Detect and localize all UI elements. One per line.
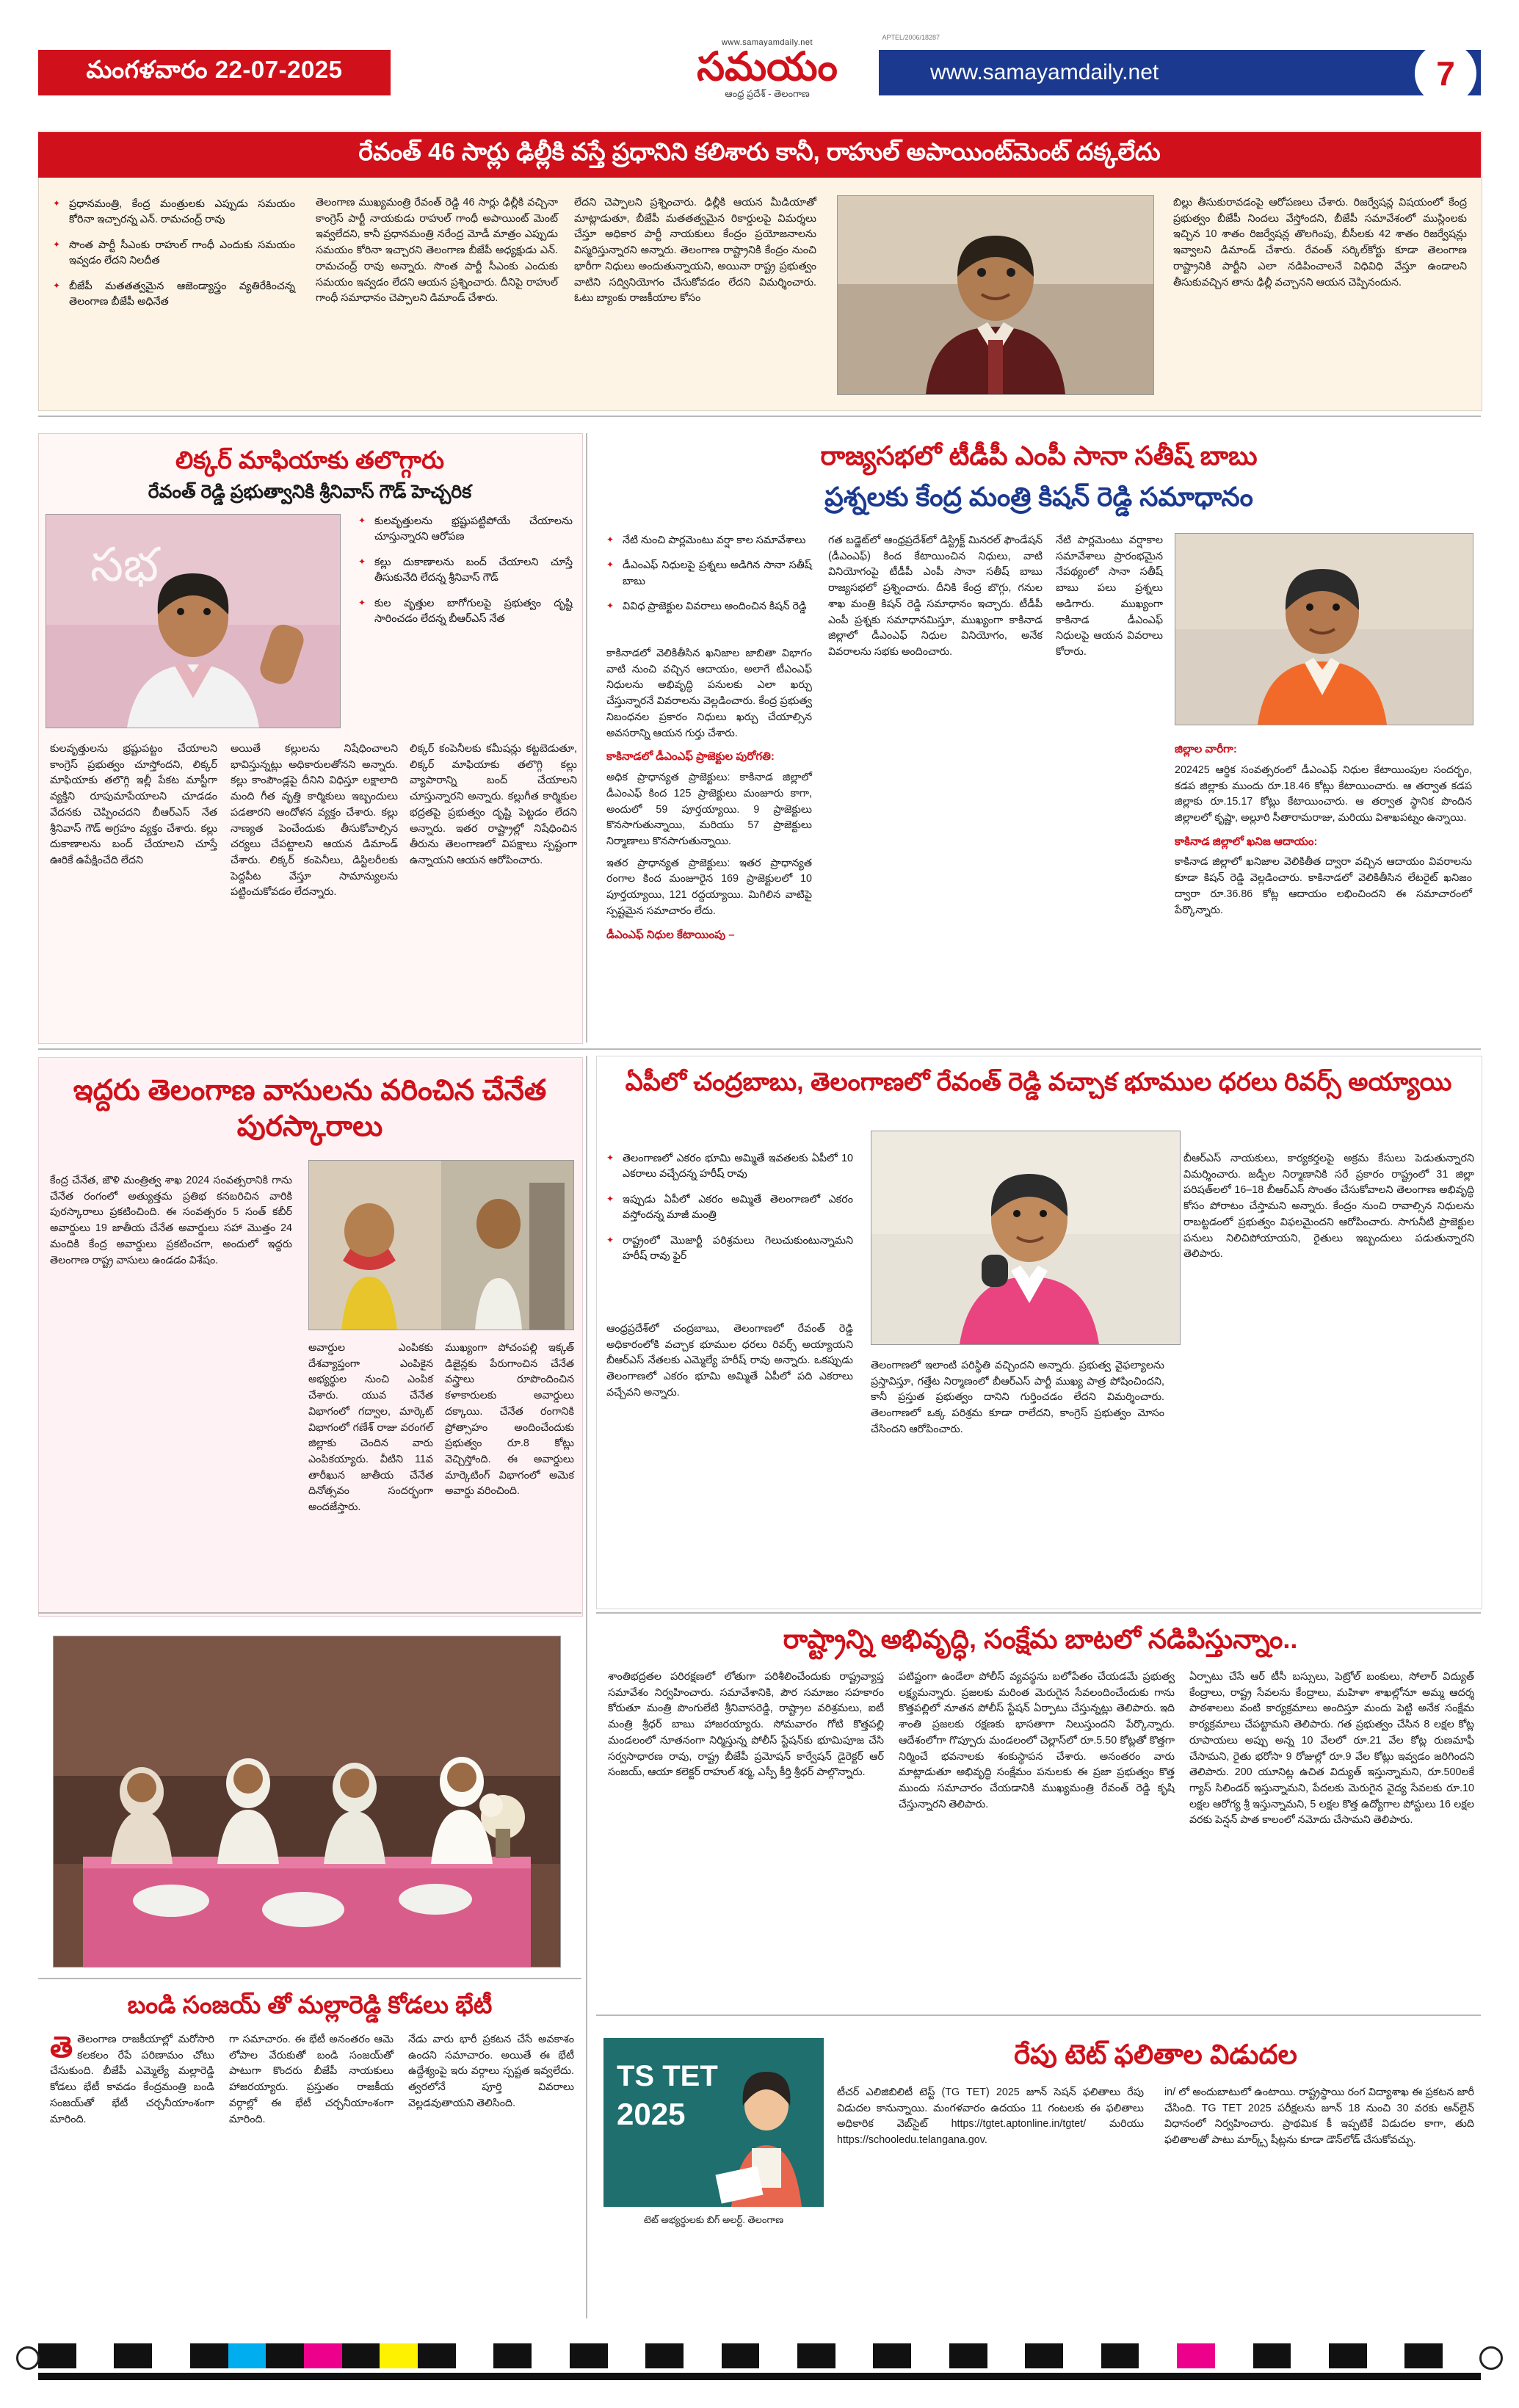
logo-subtitle: ఆంధ్ర ప్రదేశ్ - తెలంగాణ — [725, 88, 810, 99]
divider — [38, 1612, 581, 1614]
divider — [586, 1056, 587, 2318]
liquor-bullet: ✦ కల్లు దుకాణాలను బంద్ చేయాలని చూస్తే తీసుకునేది లేదన్న శ్రీనివాస్ గౌడ్ — [358, 555, 573, 587]
awards-column-1: కేంద్ర చేనేత, జౌళి మంత్రిత్వ శాఖ 2024 సంవత్సరానికి గాను చేనేత రంగంలో అత్యుత్తమ ప్రతిభ కనబరిచిన వారికి పురస్కారాలు ప్రకటించింది. ఈ సంవత్సరం 5 సంత్ కబీర్ అవార్డులు 19 జాతీయ చేనేత అవార్డులు సహా మొత్తం 24 మందికి కేంద్ర అవార్డులు ప్రకటించగా, అందులో ఇద్దరు తెలంగాణ రాష్ట్ర వాసులు ఉండడం విశేషం. — [50, 1175, 292, 1266]
bandisanjay-column-2: గా సమాచారం. ఈ భేటీ అనంతరం ఆమె లోపాల వేరుకుతో బండి సంజయ్‌తో పాటుగా కొందరు బీజేపీ నాయకులు హాజరయ్యారు. ప్రస్తుతం రాజకీయ వర్గాల్లో ఈ భేటీ చర్చనీయాంశంగా మారింది. — [229, 2034, 394, 2125]
lead-column-2: లేదని చెప్పాలని ప్రశ్నించారు. ఢిల్లీకి ఆయన మీడియాతో మాట్లాడుతూ, బీజేపీ మతతత్వమైన రికార్డులపై విమర్శలు చేస్తూ అధికార పార్టీ నాయకులు కేంద్రం ప్రయోజనాలను విస్మరిస్తున్నారని అన్నారు. తెలంగాణ రాష్ట్రానికి కేంద్రం నుంచి భారీగా నిధులు అందుతున్నాయని, అయినా రాష్ట్ర ప్రభుత్వం వాటిని సద్వినియోగం చేసుకోవడం లేదని విమర్శించారు. ఓటు బ్యాంకు రాజకీయాల కోసం — [574, 197, 816, 305]
masthead-logo — [646, 34, 940, 102]
tet-card-line1: TS TET — [617, 2060, 718, 2092]
divider — [38, 1048, 1481, 1050]
print-black-strip — [38, 2373, 1481, 2380]
liquor-bullet: ✦ కులవృత్తులను భ్రష్టుపట్టిపోయే చేయాలను చూస్తున్నారని ఆరోపణ — [358, 514, 573, 545]
land-bullet: ✦ రాష్ట్రంలో మొజార్టీ పరిశ్రమలు గెలుచుకుంటున్నామని హరీష్ రావు ఫైర్ — [606, 1233, 853, 1265]
lead-column-1: తెలంగాణ ముఖ్యమంత్రి రేవంత్ రెడ్డి 46 సార్లు ఢిల్లీకి వచ్చినా కాంగ్రెస్ పార్టీ నాయకుడు రాహుల్ గాంధీ అపాయింట్ మెంట్ ఇవ్వలేదని, కానీ ప్రధానమంత్రి నరేంద్ర మోడీ మాత్రం ఎప్పుడు సమయం కోరినా ఇచ్చారని తెలంగాణ బీజేపీ అధ్యక్షుడు ఎన్. రామచంద్ర్ రావు అన్నారు. సొంత పార్టీ సీఎంకు ఎందుకు సమయం ఇవ్వడం లేదని ఆయన ప్రశ్నించారు. దీనిపై రాహుల్ గాంధీ సమాధానం చెప్పాలని డిమాండ్ చేశారు. — [316, 197, 558, 305]
liquor-photo — [46, 514, 341, 728]
divider — [596, 1612, 1481, 1614]
dining-event-photo-image — [54, 1636, 560, 1967]
rajyasabha-subheadline: ప్రశ్నలకు కేంద్ర మంత్రి కిషన్ రెడ్డి సమాధానం — [824, 482, 1253, 512]
weavers-photo-image — [309, 1161, 573, 1330]
teacher-illustration-icon — [709, 2060, 819, 2207]
rajyasabha-text-1: గత బడ్జెట్‌లో ఆంధ్రప్రదేశ్‌లో డిస్ట్రిక్ట్ మినరల్ ఫౌండేషన్ (డీఎంఎఫ్) కింద కేటాయించిన నిధులు, వాటి వినియోగంపై టీడీపీ ఎంపీ సానా సతీష్ బాబు రాజ్యసభలో ప్రశ్నించారు. దీనికి కేంద్ర బొగ్గు, గనుల శాఖ మంత్రి కిషన్ రెడ్డి సమాధానం ఇచ్చారు. టీడీపీ ఎంపీ ప్రశ్నకు సమాధానమిస్తూ, ముఖ్యంగా కాకినాడ జిల్లాలో డీఎంఎఫ్ నిధుల వినియోగం, అనేక వివరాలను సభకు అందించారు. — [828, 534, 1043, 659]
liquor-column-3: లిక్కర్ కంపెనీలకు కమీషన్లు కట్టబెడుతూ, లిక్కర్ మాఫియాకు తలొగ్గి కల్లు వ్యాపారాన్ని బంద్ చేయాలని చూస్తున్నారని అన్నారు. కల్లుగీత కార్మికుల భద్రతపై ప్రభుత్వం దృష్టి పెట్టడం లేదని అన్నారు. ఇతర రాష్ట్రాల్లో నిషేధించిన తీరును తెలంగాణలో విపక్షాలు స్పష్టంగా ఉన్నాయని ఆయన ఆరోపించారు. — [410, 743, 577, 867]
lead-photo — [837, 195, 1154, 395]
lead-bullet-list — [53, 197, 295, 320]
tet-caption: టెట్ అభ్యర్థులకు బిగ్ అలర్ట్. తెలంగాణ — [643, 2214, 784, 2225]
masthead-website[interactable]: www.samayamdaily.net — [879, 50, 1481, 95]
awards-headline: ఇద్దరు తెలంగాణ వాసులను వరించిన చేనేత పురస్కారాలు — [73, 1075, 547, 1142]
rajyasabha-sub-item: ఇతర ప్రాధాన్యత ప్రాజెక్టులు: ఇతర ప్రాధాన్యత రంగాల కింద మంజూరైన 169 ప్రాజెక్టులలో 10 పూర్తయ్యాయి, 121 రద్దయ్యాయి. మిగిలిన వాటిపై స్పష్టమైన సమాచారం లేదు. — [606, 857, 812, 917]
land-photo — [871, 1131, 1181, 1345]
registration-mark — [1479, 2346, 1503, 2370]
liquor-column-2: అయితే కల్లులను నిషేధించాలని భావిస్తున్నట్లు అధికారులతోనని అన్నారు. కల్లు కాంపౌండ్లపై దీనిని విధిస్తూ లక్షాలాది మంది గీత వృత్తి కార్మికులు ఇబ్బందులు పడతారని ఆందోళన వ్యక్తం చేశారు. కల్లు నాణ్యత పెంచేందుకు తీసుకోవాల్సిన చర్యలు చేపట్టాలని ఆయన డిమాండ్ చేశారు. లిక్కర్ కంపెనీలు, డిస్టిలరీలకు పెద్దపీట వేస్తూ సామాన్యులను పట్టించుకోవడం లేదన్నారు. — [231, 743, 398, 899]
development-headline: రాష్ట్రాన్ని అభివృద్ధి, సంక్షేమ బాటలో నడిపిస్తున్నాం.. — [783, 1624, 1298, 1654]
rajyasabha-headline: రాజ్యసభలో టీడీపీ ఎంపీ సానా సతీష్ బాబు — [820, 440, 1258, 471]
development-column-1: శాంతిభద్రతల పరిరక్షణలో లోతుగా పరిశీలించేందుకు రాష్ట్రవ్యాప్త సమావేశం నిర్వహించారు. సమావేశానికి, పౌర సమాజం సహకారం కోరుతూ మంత్రి పొంగులేటి శ్రీనివాసరెడ్డి, రాష్ట్రాల వరిశ్రమలు, ఐటీ మంత్రి శ్రీధర్ బాబు హాజరయ్యారు. సోమవారం గోటి కొత్తపల్లి మండలంలో నూతనంగా నిర్మిస్తున్న పోలీస్ స్టేషన్‌కు భూమిపూజ చేసి సర్వసాధారణ రావు, రాష్ట్ర బీజేపీ ప్రమోషన్ కార్వేషన్ డైరెక్టర్ ఆర్ సంజయ్, ఆయా కలెక్టర్ రాహుల్ శర్మ, ఎస్పీ కీర్తి శ్రీధర్ పాల్గొన్నారు. — [608, 1671, 884, 1779]
tet-column-1: టీచర్ ఎలిజిబిలిటీ టెస్ట్ (TG TET) 2025 జూన్ సెషన్ ఫలితాలు రేపు విడుదల కానున్నాయి. మంగళవారం ఉదయం 11 గంటలకు ఈ ఫలితాలు అధికారిక వెబ్‌సైట్ https://tgtet.aptonline.in/tgtet/ మరియు https://schooledu.telangana.gov. — [837, 2086, 1144, 2147]
development-column-2: పటిష్టంగా ఉండేలా పోలీస్ వ్యవస్థను బలోపేతం చేయడమే ప్రభుత్వ లక్ష్యమన్నారు. ప్రజలకు మరింత మెరుగైన సేవలందించేందుకు గాను కొత్తపల్లిలో నూతన పోలీస్ స్టేషన్ ఏర్పాటు చేస్తున్నట్లు తెలిపారు. ఇది శాంతి ప్రజలకు రక్షణకు భాసతాగా నిలుస్తుందని పేర్కొన్నారు. ఆదేశంలోగా గొప్పూరు మండలంలో చెల్లాస్‌లో రూ.5.50 కోట్లతో కొత్తగా నిర్మించే భవనాలకు శంకుస్థాపన చేశారు. అనంతరం వారు మాట్లాడుతూ అభివృద్ధి సంక్షేమం పనులకు ఈ ప్రజా ప్రభుత్వం కొత్త ముందు సమాచారం చేయడానికి ముఖ్యమంత్రి రేవంత్ రెడ్డి కృషి చేస్తున్నారని తెలిపారు. — [899, 1671, 1175, 1810]
lead-bullet: ✦ సొంత పార్టీ సీఎంకు రాహుల్ గాంధీ ఎందుకు సమయం ఇవ్వడం లేదని నిలదీత — [53, 238, 295, 269]
logo-title: సమయం — [697, 45, 838, 89]
mineral-income-subhead: కాకినాడ జిల్లాలో ఖనిజ ఆదాయం: — [1175, 835, 1318, 848]
awards-column-2: అవార్డుల ఎంపికకు దేశవ్యాప్తంగా ఎంపికైన అభ్యర్థుల నుంచి ఎంపిక చేశారు. యువ చేనేత విభాగంలో గద్వాల, మార్కెట్ విభాగంలో గణేశ్ రాజు వరంగల్ జిల్లాకు చెందిన వారు ఎంపికయ్యారు. వీటిని 11వ తారీఖున జాతీయ చేనేత దినోత్సవం సందర్భంగా అందజేస్తారు. — [308, 1342, 433, 1514]
liquor-subheadline: రేవంత్ రెడ్డి ప్రభుత్వానికి శ్రీనివాస్ గౌడ్ హెచ్చరిక — [148, 482, 472, 502]
lead-column-3: బిల్లు తీసుకురావడంపై ఆరోపణలు చేశారు. రిజర్వేషన్ల విషయంలో కేంద్ర ప్రభుత్వం బీజేపీ నిందలు వేస్తోందని, బీజేపీ సమావేశంలో ముస్లింలకు ఇచ్చిన 10 శాతం రిజర్వేషన్ల తొలగింపు, బీసీలకు 42 శాతం రిజర్వేషన్లు ఇవ్వాలని డిమాండ్ చేశారు. రేవంత్ సర్కిల్‌కోర్టు కూడా తెలంగాణ రాష్ట్రానికి పార్టీని ఎలా నడిపించాలనే విధివిధి వేస్తూ ఉండాలని తీసుకువచ్చిన తాను ఢిల్లీ వచ్చానని ఆయన చెప్పినందున. — [1173, 197, 1467, 289]
divider — [38, 416, 1481, 417]
registration-code: APTEL/2006/18287 — [882, 34, 940, 41]
rajyasabha-bullet: ✦ డీఎంఎఫ్ నిధులపై ప్రశ్నలు అడిగిన సానా సతీష్ బాబు — [606, 558, 812, 590]
rajyasabha-subhead-2: డీఎంఎఫ్ నిధుల కేటాయింపు – — [606, 928, 735, 941]
liquor-column-1: కులవృత్తులను భ్రష్టుపట్టం చేయాలని కాంగ్రెస్ ప్రభుత్వం చూస్తోందని, లిక్కర్ మాఫియాకు తలొగ్గి ఇల్లీ పేకట మాస్టీగా వ్యక్తిని రూపుమాపేయాలని చూడడం వేదనకు చెప్పించదని బీఆర్ఎస్ నేత శ్రీనివాస్ గౌడ్ అగ్రహం వ్యక్తం చేశారు. కల్లు దుకాణాలను బంద్ చేయాలని చూస్తే ఊరికే ఉపేక్షించేది లేదని — [50, 743, 217, 867]
divider — [596, 2014, 1481, 2016]
logo-top-url: www.samayamdaily.net — [721, 38, 813, 47]
liquor-headline: లిక్కర్ మాఫియాకు తలొగ్గారు — [175, 446, 445, 474]
land-column-2: తెలంగాణలో ఇలాంటి పరిస్థితి వచ్చిందని అన్నారు. ప్రభుత్వ వైఫల్యాలను ప్రస్తావిస్తూ, గత్తేట నిర్మాణంలో బీఆర్ఎస్ పార్టీ ముఖ్య పాత్ర పోషించిందని, కానీ ప్రస్తుత ప్రభుత్వం దానిని గుర్తించడం లేదని విమర్శించారు. తెలంగాణలో ఒక్క పరిశ్రమ కూడా రాలేదని, కాంగ్రెస్ ప్రభుత్వం మోసం చేసిందని ఆరోపించారు. — [871, 1360, 1164, 1435]
rajyasabha-column-3: నేటి పార్లమెంటు వర్షాకాల సమావేశాలు ప్రారంభమైన నేపథ్యంలో సానా సతీష్ బాబు పలు ప్రశ్నలు అడిగారు. ముఖ్యంగా కాకినాడ డీఎంఎఫ్ నిధులపై ఆయన వివరాలు కోరారు. — [1056, 534, 1163, 659]
bandisanjay-column-1 — [50, 2032, 214, 2128]
page-number-badge: 7 — [1415, 43, 1476, 104]
rajyasabha-text-2: కాకినాడలో వెలికితీసిన ఖనిజాల జాబితా విభాగం వాటి నుంచి వచ్చిన ఆదాయం, అలాగే టీఎంఎఫ్ నిధులను అభివృద్ధి పనులకు ఎలా ఖర్చు చేస్తున్నారనే వివరాలను వెల్లడించారు. కేంద్ర ప్రభుత్వ నిబంధనల ప్రకారం నిధులు ఖర్చు చేయాల్సిన అవసరాన్ని ఆయన గుర్తు చేశారు. — [606, 648, 812, 739]
liquor-bullet-list — [358, 514, 573, 637]
svg-text:సభ: సభ — [90, 538, 159, 591]
politician-portrait-image — [838, 196, 1153, 394]
registration-mark — [16, 2346, 40, 2370]
land-bullet-list — [606, 1151, 853, 1274]
rajyasabha-subhead-1: కాకినాడలో డీఎంఎఫ్ ప్రాజెక్టుల పురోగతి: — [606, 750, 775, 764]
minister-portrait-image — [1175, 534, 1473, 725]
divider — [38, 1978, 581, 1979]
bandisanjay-column-3: నేడు వారు భారీ ప్రకటన చేసే అవకాశం ఉందని సమాచారం. అయితే ఈ భేటీ ఉద్దేశ్యంపై ఇరు వర్గాలు స్పష్టత ఇవ్వలేదు. త్వరలోనే పూర్తి వివరాలు వెల్లడవుతాయని తెలిసింది. — [408, 2034, 574, 2109]
lead-headline: రేవంత్ 46 సార్లు ఢిల్లీకి వస్తే ప్రధానిని కలిశారు కానీ, రాహుల్ అపాయింట్‌మెంట్ దక్కలేదు — [38, 132, 1481, 178]
masthead-date: మంగళవారం 22-07-2025 — [38, 50, 391, 95]
liquor-bullet: ✦ కుల వృత్తుల బాగోగులపై ప్రభుత్వం దృష్టి సారించడం లేదన్న బీఆర్ఎస్ నేత — [358, 596, 573, 628]
land-column-1: ఆంధ్రప్రదేశ్‌లో చంద్రబాబు, తెలంగాణలో రేవంత్ రెడ్డి అధికారంలోకి వచ్చాక భూముల ధరలు రివర్స్ అయ్యాయని బీఆర్ఎస్ నేతలకు ఎమ్మెల్యే హరీష్ రావు అన్నారు. ఒకప్పుడు తెలంగాణలో ఎకరం భూమి అమ్మితే ఏపీలో పది ఎకరాలు వచ్చేవని అన్నారు. — [606, 1323, 853, 1399]
district-text: 202425 ఆర్థిక సంవత్సరంలో డీఎంఎఫ్ నిధుల కేటాయింపుల సందర్భం, కడప జిల్లాకు ముందు రూ.18.46 కోట్లు కేటాయించారు. ఆ తర్వాత కడప జిల్లాకు రూ.15.17 కోట్లు కేటాయించారు. ఆ తర్వాత స్థానిక పొందిన జిల్లాలలో కృష్ణా, అల్లూరి సీతారామరాజు, మరియు విశాఖపట్నం ఉన్నాయి. — [1175, 764, 1472, 824]
divider — [586, 433, 587, 1042]
tet-banner-card — [603, 2038, 824, 2207]
feature-photo — [53, 1636, 561, 1968]
development-column-3: ఏర్పాటు చేసే ఆర్ టీసీ బస్సులు, పెట్రోల్ బంకులు, సోలార్ విద్యుత్ కేంద్రాలు, రాష్ట్ర సేవలను కేంద్రాలు, మహిళా శాఖల్లోనూ అమ్మ ఆదర్శ పాఠశాలలు వంటి కార్యక్రమాలు అందిస్తూ మందు పెట్టి అనేక సంక్షేమ కార్యక్రమాలు చేపట్టామని తెలిపారు. గత ప్రభుత్వం చేసిన 8 లక్షల కోట్ల రూపాయలు అప్పు అన్న 10 వేలలో రూ.21 వేల కోట్ల రుణమాఫీ చేసామని, రైతు భరోసా 9 రోజుల్లో రూ.9 వేల కోట్లు ఇవ్వడం జరిగిందని తెలిపారు. 200 యూనిట్ల ఉచిత విద్యుత్ ఇస్తున్నామని, రూ.500లకే గ్యాస్ సిలిండర్ ఇస్తున్నామని, పేదలకు మెరుగైన వైద్య సేవలకు రూ.10 లక్షల ఆరోగ్య శ్రీ ఇస్తున్నామని, 5 లక్షల కొత్త ఉద్యోగాల పోస్టులు 16 లక్షల వరకు పెన్షన్ పాత కాలంలో నమోదు చేసామని తెలిపారు. — [1189, 1671, 1474, 1827]
rajyasabha-bullet: ✦ వివిధ ప్రాజెక్టుల వివరాలు అందించిన కిషన్ రెడ్డి — [606, 599, 812, 614]
bandisanjay-headline: బండి సంజయ్ తో మల్లారెడ్డి కోడలు భేటీ — [127, 1991, 493, 2018]
rajyasabha-bullet-list — [606, 533, 812, 625]
awards-photo — [308, 1160, 574, 1330]
land-bullet: ✦ ఇప్పుడు ఏపీలో ఎకరం అమ్మితే తెలంగాణలో ఎకరం వస్తోందన్న మాజీ మంత్రి — [606, 1192, 853, 1224]
rajyasabha-sub-item: అధిక ప్రాధాన్యత ప్రాజెక్టులు: కాకినాడ జిల్లాలో డీఎంఎఫ్ కింద 125 ప్రాజెక్టులు మంజూరు కాగా, అందులో 59 పూర్తయ్యాయి. 9 ప్రాజెక్టులు కొనసాగుతున్నాయి, మరియు 57 ప్రాజెక్టులు నిర్మాణాలు కొనసాగుతున్నాయి. — [606, 772, 812, 847]
land-column-3: బీఆర్ఎస్ నాయకులు, కార్యకర్తలపై అక్రమ కేసులు పెడుతున్నారని విమర్శించారు. జడ్పీల నిర్మాణానికి సరే ప్రకారం రాష్ట్రంలో 31 జిల్లా పరిషత్‌లలో 16–18 బీఆర్ఎస్ సొంతం చేసుకోవాలని తెలంగాణ అభివృద్ధి కోసం పోరాటం చేస్తామని అన్నారు. కేంద్రం నుంచి రావాల్సిన నిధులను రాబట్టడంలో ప్రభుత్వం విఫలమైందని ఆరోపించారు. సాగునీటి ప్రాజెక్టుల పనులు నిలిచిపోయాయని, రైతులు ఇబ్బందులు పడుతున్నారని తెలిపారు. — [1183, 1153, 1474, 1261]
rajyasabha-column-1 — [828, 533, 1043, 661]
bandisanjay-text-1: తెలంగాణ రాజకీయాల్లో మరోసారి కలకలం రేపే పరిణామం చోటు చేసుకుంది. బీజేపీ ఎమ్మెల్యే మల్లారెడ్డి కోడలు భేటీ కావడం కేంద్రమంత్రి బండి సంజయ్‌తో భేటీ చర్చనీయాంశంగా మారింది. — [50, 2034, 214, 2125]
lead-bullet: ✦ ప్రధానమంత్రి, కేంద్ర మంత్రులకు ఎప్పుడు సమయం కోరినా ఇచ్చారన్న ఎన్. రామచంద్ర్ రావు — [53, 197, 295, 228]
masthead — [0, 0, 1519, 125]
tet-headline: రేపు టెట్ ఫలితాల విడుదల — [1014, 2039, 1297, 2070]
dropcap: తె — [50, 2031, 73, 2064]
speaker-portrait-image — [46, 515, 340, 728]
rajyasabha-column-4 — [1175, 734, 1472, 918]
rajyasabha-column-2 — [606, 646, 812, 948]
land-headline: ఏపీలో చంద్రబాబు, తెలంగాణలో రేవంత్ రెడ్డి వచ్చాక భూముల ధరలు రివర్స్ అయ్యాయి — [625, 1068, 1452, 1096]
tet-column-2: in/ లో అందుబాటులో ఉంటాయి. రాష్ట్రస్థాయి రంగ విద్యాశాఖ ఈ ప్రకటన జారీ చేసింది. TG TET 2025 పరీక్షలను జూన్ 18 నుంచి 30 వరకు ఆన్‌లైన్ విధానంలో నిర్వహించారు. ప్రాథమిక కీ ఇప్పటికే విడుదల కాగా, తుది ఫలితాలతో పాటు మార్క్స్ షీట్లను కూడా డౌన్‌లోడ్ చేసుకోవచ్చు. — [1164, 2086, 1474, 2147]
land-bullet: ✦ తెలంగాణలో ఎకరం భూమి అమ్మితే ఇవతలకు ఏపీలో 10 ఎకరాలు వచ్చేదన్న హరీష్ రావు — [606, 1151, 853, 1183]
minister-photo — [1175, 533, 1473, 725]
rajyasabha-bullet: ✦ నేటి నుంచి పార్లమెంటు వర్షా కాల సమావేశాలు — [606, 533, 812, 548]
print-color-bar — [38, 2343, 1481, 2368]
district-subhead: జిల్లాల వారీగా: — [1175, 743, 1237, 755]
mineral-income-text: కాకినాడ జిల్లాలో ఖనిజాల వెలికితీత ద్వారా వచ్చిన ఆదాయం వివరాలను కూడా కిషన్ రెడ్డి వెల్లడించారు. కాకినాడలో వెలికితీసిన లేటరైట్ ఖనిజం ద్వారా రూ.36.86 కోట్ల ఆదాయం లభించిందని ఈ సమాచారంలో పేర్కొన్నారు. — [1175, 856, 1472, 916]
lead-bullet: ✦ బీజేపీ మతతత్వమైన ఆజెండ్యాస్త్రం వ్యతిరేకించన్న తెలంగాణ బీజేపీ అధినేత — [53, 279, 295, 311]
tet-card-line2: 2025 — [617, 2097, 686, 2131]
harish-rao-portrait-image — [871, 1131, 1180, 1344]
awards-column-3: ముఖ్యంగా పోచంపల్లి ఇక్కత్ డిజైన్లకు పేరుగాంచిన చేనేత వస్త్రాలు రూపొందించిన కళాకారులకు అవార్డులు దక్కాయి. చేనేత రంగానికి ప్రోత్సాహం అందించేందుకు ప్రభుత్వం రూ.8 కోట్లు వెచ్చిస్తోంది. ఈ అవార్డులు మార్కెటింగ్ విభాగంలో అమెక అవార్డు వరించింది. — [445, 1342, 574, 1498]
